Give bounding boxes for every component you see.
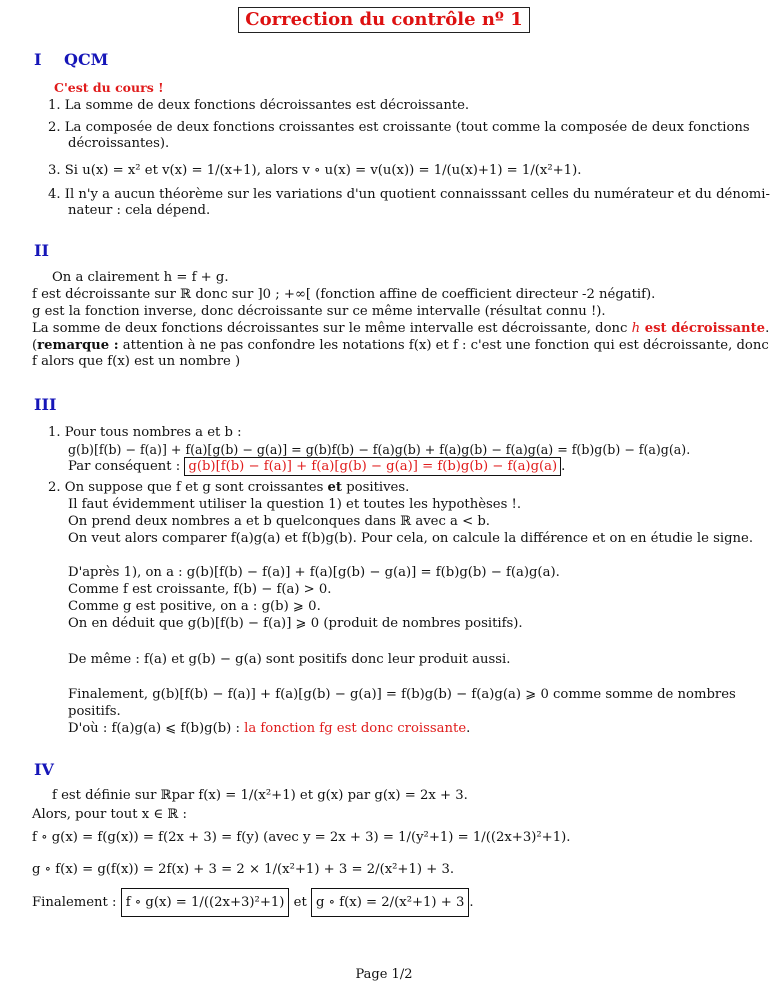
s3-final-conclusion: la fonction fg est donc croissante [244,721,467,736]
section-4-number: IV [34,760,54,779]
s3-q2-text-end: positives. [342,480,410,495]
s3-e-end: . [466,721,471,736]
s4-final-label: Finalement : [32,895,117,910]
s3-q2-line-4: On veut alors comparer f(a)g(a) et f(b)g(b). Pour cela, on calcule la différence et on en étudie le signe. [68,531,754,546]
s3-q1-result-box: g(b)[f(b) − f(a)] + f(a)[g(b) − g(a)] = f(b)g(b) − f(a)g(a) [184,457,561,476]
s2-remarque-text: attention à ne pas confondre les notations f(x) et f : c'est une fonction qui est décroissante, donc [118,338,769,353]
s2-line-1: On a clairement h = f + g. [52,270,229,285]
s3-q2-line-3: On prend deux nombres a et b quelconques dans ℝ avec a < b. [68,514,490,529]
s4-et: et [293,895,307,910]
section-3-number: III [34,395,57,414]
s2-line-4: La somme de deux fonctions décroissantes sur le même intervalle est décroissante, donc h est décroissante. [32,321,770,336]
qcm-item-4: 4. Il n'y a aucun théorème sur les variations d'un quotient connaisssant celles du numérateur et du dénomi- [48,187,770,202]
s2-line-2: f est décroissante sur ℝ donc sur ]0 ; +∞[ (fonction affine de coefficient directeur -2 négatif). [32,287,656,302]
s2-line-5 [32,338,769,354]
s4-line-4: g ∘ f(x) = g(f(x)) = 2f(x) + 3 = 2 × 1/(x²+1) + 3 = 2/(x²+1) + 3. [32,862,455,877]
s3-q2-et: et [327,480,343,495]
s3-q2-text: 2. On suppose que f et g sont croissantes [48,480,328,495]
s3-c-line-3: Comme g est positive, on a : g(b) ⩾ 0. [68,599,321,614]
s3-q1-conclusion: Par conséquent : g(b)[f(b) − f(a)] + f(a)[g(b) − g(a)] = f(b)g(b) − f(a)g(a) . [68,459,566,474]
s2-line-6: f alors que f(x) est un nombre ) [32,354,241,369]
qcm-item-3: 3. Si u(x) = x² et v(x) = 1/(x+1), alors v ∘ u(x) = v(u(x)) = 1/(u(x)+1) = 1/(x²+1). [48,163,582,178]
s2-conclusion: est décroissante [640,321,766,336]
s2-paren: ( [32,338,38,353]
section-1-number: I [34,50,42,69]
s3-e-text: D'où : f(a)g(a) ⩽ f(b)g(b) : [68,721,245,736]
qcm-item-2-cont: décroissantes). [68,136,170,151]
s4-result-box-2: g ∘ f(x) = 2/(x²+1) + 3 [311,888,469,917]
s4-line-2: Alors, pour tout x ∈ ℝ : [32,807,187,822]
s3-q1-label: Par conséquent : [68,459,185,474]
s2-h-symbol: h [631,321,641,336]
section-3-heading [34,395,64,414]
s3-q1-identity: g(b)[f(b) − f(a)] + f(a)[g(b) − g(a)] = g(b)f(b) − f(a)g(b) + f(a)g(b) − f(a)g(a) = f(b)g(b) − f(a)g(a). [68,442,691,457]
s4-end: . [469,895,474,910]
s4-line-5 [32,895,474,911]
qcm-item-4-cont: nateur : cela dépend. [68,203,211,218]
s4-line-3: f ∘ g(x) = f(g(x)) = f(2x + 3) = f(y) (avec y = 2x + 3) = 1/(y²+1) = 1/((2x+3)²+1). [32,830,571,845]
section-2-heading [34,241,64,260]
section-1-subtitle: C'est du cours ! [54,80,164,95]
qcm-item-1: 1. La somme de deux fonctions décroissantes est décroissante. [48,98,470,113]
s2-remarque-label: remarque : [37,338,119,353]
s3-c-line-1: D'après 1), on a : g(b)[f(b) − f(a)] + f(a)[g(b) − g(a)] = f(b)g(b) − f(a)g(a). [68,565,560,580]
s2-line-3: g est la fonction inverse, donc décroissante sur ce même intervalle (résultat connu !). [32,304,606,319]
s3-c-line-2: Comme f est croissante, f(b) − f(a) > 0. [68,582,332,597]
page-title: Correction du contrôle nº 1 [238,7,529,33]
s4-line-1: f est définie sur ℝpar f(x) = 1/(x²+1) et g(x) par g(x) = 2x + 3. [52,788,468,803]
s4-result-box-1: f ∘ g(x) = 1/((2x+3)²+1) [121,888,290,917]
page-footer: Page 1/2 [355,967,413,982]
s3-e-line-1: Finalement, g(b)[f(b) − f(a)] + f(a)[g(b) − g(a)] = f(b)g(b) − f(a)g(a) ⩾ 0 comme somme de nombres [68,687,736,702]
section-2-number: II [34,241,49,260]
qcm-item-2: 2. La composée de deux fonctions croissantes est croissante (tout comme la composée de deux fonctions [48,120,750,135]
s3-d-line-1: De même : f(a) et g(b) − g(a) sont positifs donc leur produit aussi. [68,652,511,667]
s3-q1-intro: 1. Pour tous nombres a et b : [48,425,242,440]
s3-e-line-2: positifs. [68,704,121,719]
section-1-title: QCM [64,50,109,69]
title-wrap [0,7,768,33]
s2-line-4-text: La somme de deux fonctions décroissantes sur le même intervalle est décroissante, donc [32,321,632,336]
section-1-heading [34,50,108,69]
s3-q2-line-2: Il faut évidemment utiliser la question 1) et toutes les hypothèses !. [68,497,522,512]
section-4-heading [34,760,64,779]
s3-c-line-4: On en déduit que g(b)[f(b) − f(a)] ⩾ 0 (produit de nombres positifs). [68,616,523,631]
s3-e-line-3 [68,721,470,737]
s3-q2-intro [48,480,409,496]
